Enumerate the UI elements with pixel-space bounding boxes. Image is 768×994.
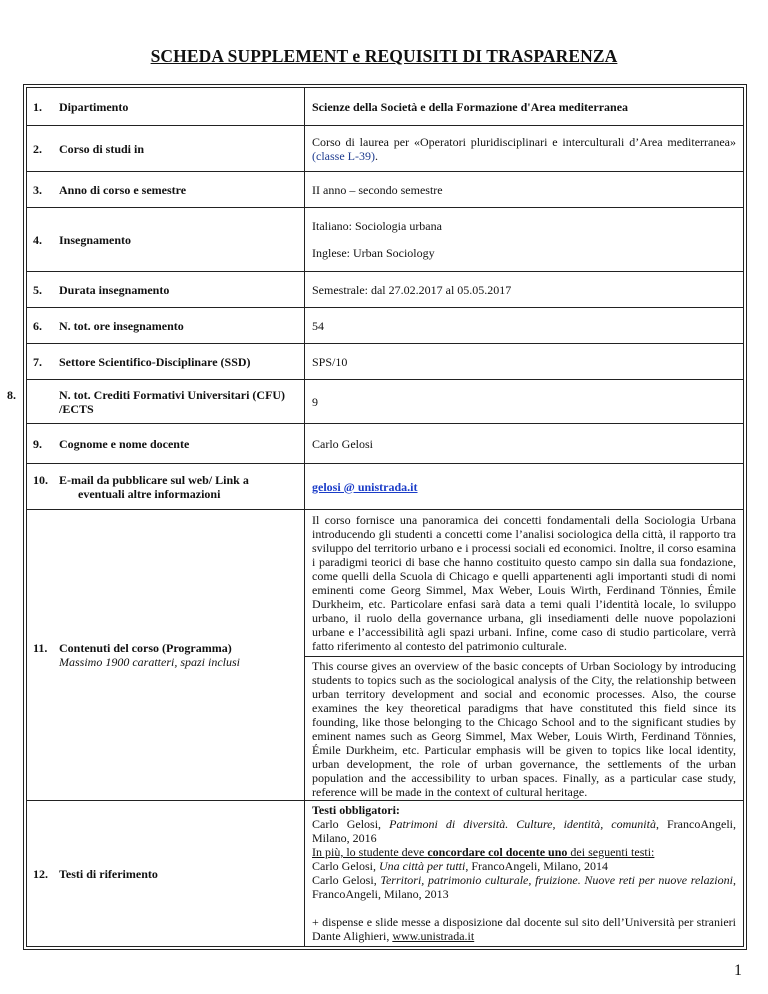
table-row (27, 380, 744, 424)
email-link[interactable]: gelosi @ unistrada.it (312, 479, 418, 494)
contents-english: This course gives an overview of the basic concepts of Urban Sociology by introducing students to topics such as the sociological analysis of the City, the relationship between urban territory development and social and economic processes. Also, the course examines the key theoretical paradigms that have constituted this field since its founding, like those belonging to the Chicago School and to the significant studies by eminent names such as Georg Simmel, Max Weber, Louis Wirth, Ferdinand Tönnies, Émile Durkheim, etc. Particular emphasis will be given to topics like local identity, urban development, the role of urban governance, the settlements of the urban population and the accessibility to urban spaces. Finally, as a particular case study, reference will be made in the context of cultural heritage. (305, 656, 743, 799)
reference-book: Carlo Gelosi, Patrimoni di diversità. Culture, identità, comunità, FrancoAngeli, Milano, 2016 (312, 817, 736, 845)
document-title: SCHEDA SUPPLEMENT e REQUISITI DI TRASPARENZA (150, 46, 618, 66)
table-row (27, 308, 744, 344)
row-label: 9. Cognome e nome docente (27, 424, 305, 464)
year-value: II anno – secondo semestre (305, 172, 744, 208)
table-row (27, 172, 744, 208)
table-row (27, 88, 744, 126)
row-label: 4. Insegnamento (27, 208, 305, 272)
reference-note: + dispense e slide messe a disposizione dal docente sul sito dell’Università per stranieri Dante Alighieri, www.unistrada.it (312, 915, 736, 943)
row-label: 7. Settore Scientifico-Disciplinare (SSD) (27, 344, 305, 380)
row-label: 12. Testi di riferimento (27, 801, 305, 947)
website-link[interactable]: www.unistrada.it (392, 929, 475, 943)
subject-english: Inglese: Urban Sociology (312, 246, 435, 260)
contents-italian: Il corso fornisce una panoramica dei concetti fondamentali della Sociologia Urbana introducendo gli studenti a concetti come l’analisi sociologica della città, il rapporto tra sviluppo del territorio urbano e i processi sociali ed economici. Inoltre, il corso esamina i paradigmi teorici di base che hanno costituito questo campo sin dalla sua fondazione, come quelli della Scuola di Chicago e quelli appartenenti agli importanti studi di nomi eminenti come Georg Simmel, Max Weber, Louis Wirth, Ferdinand Tönnies, Émile Durkheim, etc. Particolare enfasi sarà data a temi quali l’identità locale, lo sviluppo urbano, il ruolo della governance urbana, gli insediamenti delle nuove popolazioni urbane e l’accessibilità agli spazi urbani. Infine, come caso di studio particolare, verrà fatto riferimento al contesto del patrimonio culturale. (312, 513, 736, 653)
row-label: 3. Anno di corso e semestre (27, 172, 305, 208)
credits-value: 9 (305, 380, 744, 424)
ssd-value: SPS/10 (305, 344, 744, 380)
table-row (27, 272, 744, 308)
hours-value: 54 (305, 308, 744, 344)
row-label: 11. Contenuti del corso (Programma) Massimo 1900 caratteri, spazi inclusi (27, 510, 305, 801)
references-heading: Testi obbligatori: (312, 803, 400, 817)
table-row (27, 344, 744, 380)
subject-value (305, 208, 744, 272)
page-number: 1 (734, 962, 742, 979)
table-row (27, 424, 744, 464)
row-label: 2. Corso di studi in (27, 126, 305, 172)
duration-value: Semestrale: dal 27.02.2017 al 05.05.2017 (305, 272, 744, 308)
table-row (27, 464, 744, 510)
reference-book: Carlo Gelosi, Territori, patrimonio culturale, fruizione. Nuove reti per nuove relazioni, FrancoAngeli, Milano, 2013 (312, 873, 736, 901)
reference-choice: In più, lo studente deve concordare col docente uno dei seguenti testi: (312, 845, 655, 859)
row-label: 1. Dipartimento (27, 88, 305, 126)
department-value: Scienze della Società e della Formazione d'Area mediterranea (305, 88, 744, 126)
reference-book: Carlo Gelosi, Una città per tutti, FrancoAngeli, Milano, 2014 (312, 859, 608, 873)
table-row (27, 208, 744, 272)
row-label: 10. E-mail da pubblicare sul web/ Link a eventuali altre informazioni (27, 464, 305, 510)
references-value (305, 801, 744, 947)
row-label: 8. N. tot. Crediti Formativi Universitari (CFU) /ECTS (27, 380, 305, 424)
subject-italian: Italiano: Sociologia urbana (312, 219, 442, 233)
row-sublabel: Massimo 1900 caratteri, spazi inclusi (59, 655, 241, 669)
row-label: 6. N. tot. ore insegnamento (27, 308, 305, 344)
teacher-value: Carlo Gelosi (305, 424, 744, 464)
email-value (305, 464, 744, 510)
info-table (7, 87, 744, 947)
table-row (27, 126, 744, 172)
info-table-frame (7, 84, 747, 950)
table-row (27, 801, 744, 947)
table-row (27, 510, 744, 801)
course-value: Corso di laurea per «Operatori pluridisciplinari e interculturali d’Area mediterranea» (classe L-39). (305, 126, 744, 172)
contents-value (305, 510, 744, 801)
row-label: 5. Durata insegnamento (27, 272, 305, 308)
